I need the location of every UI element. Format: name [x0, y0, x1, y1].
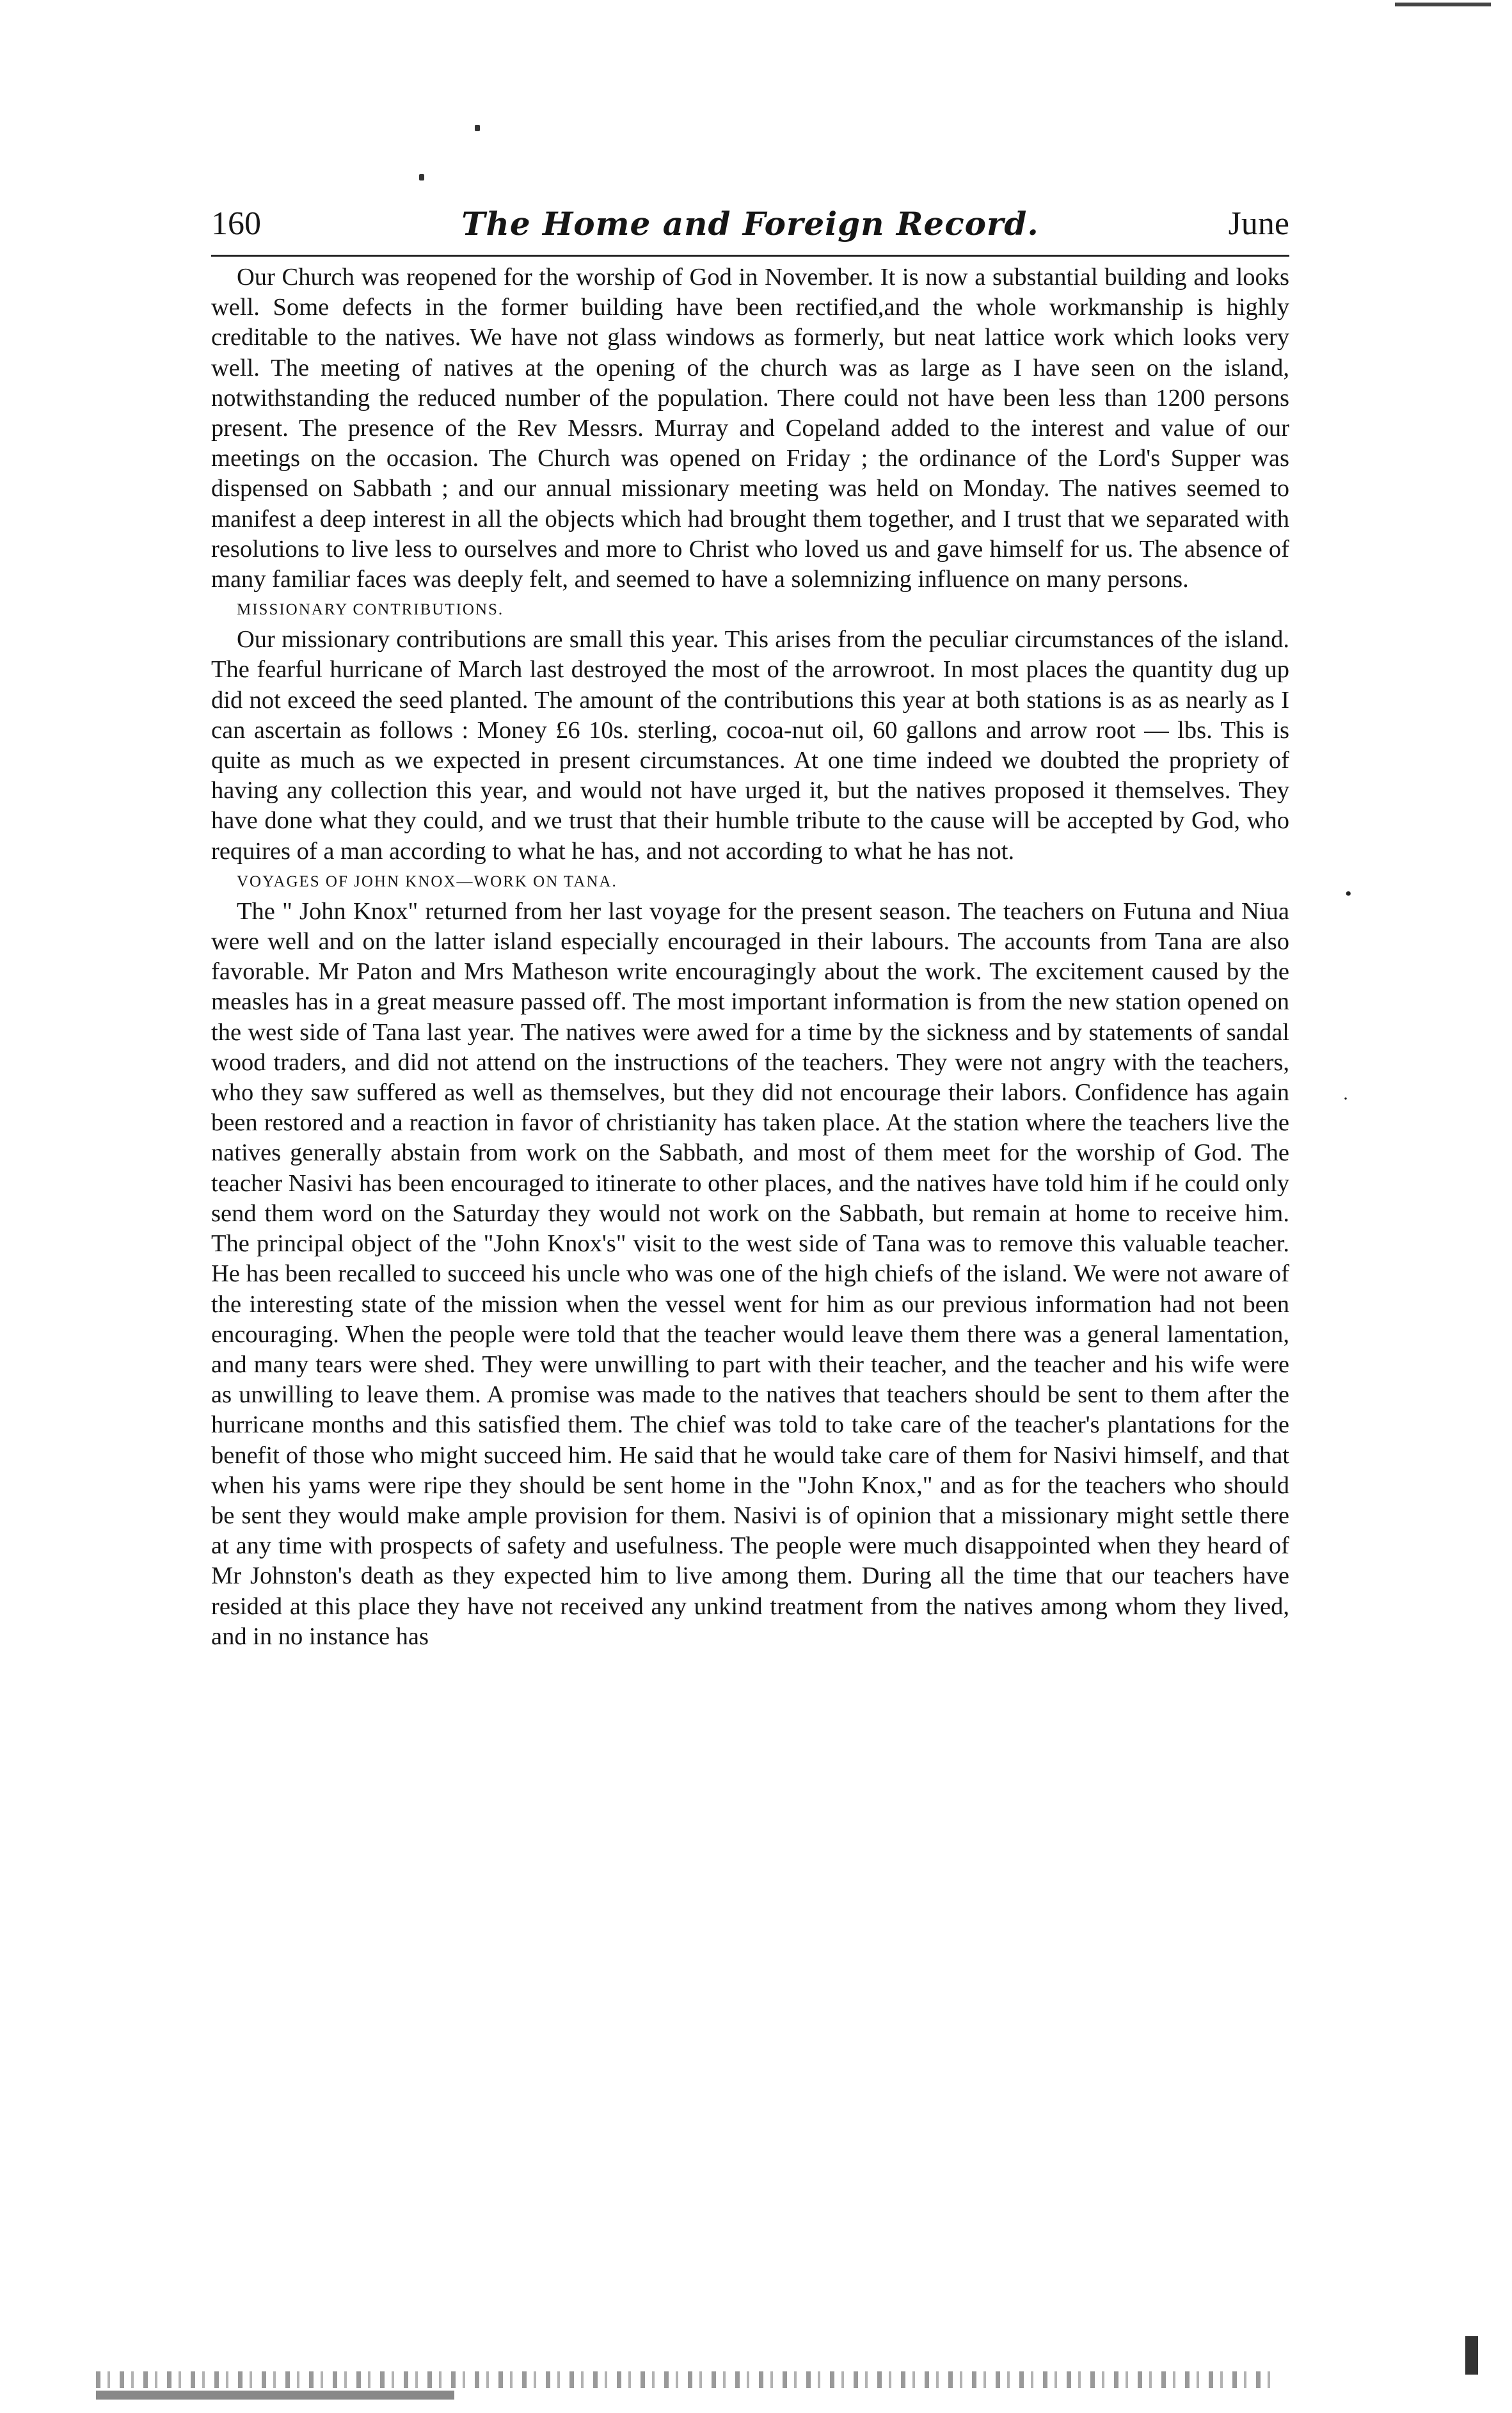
section-heading-voyages: VOYAGES OF JOHN KNOX—WORK ON TANA. — [237, 872, 617, 890]
scan-speck — [419, 174, 424, 180]
scan-edge-mark — [1465, 2336, 1478, 2375]
header-rule — [211, 255, 1289, 257]
scan-artifact-bottom — [96, 2371, 1273, 2388]
scan-artifact-top — [1395, 3, 1491, 6]
paragraph-voyages-john-knox: The " John Knox" returned from her last voyage for the present season. The teachers on Futuna and Niua were well and on the latter island especially encouraged in their labours. The accounts from Tana are also favorable. Mr Paton and Mrs Matheson write encouragingly about the work. The excitement caused by the measles has in a great measure passed off. The most important information is from the new station opened on the west side of Tana last year. The natives were awed for a time by the sickness and by statements of sandal wood traders, and did not attend on the instructions of the teachers. They were not angry with the teachers, who they saw suffered as well as themselves, but they did not encourage their labors. Confidence has again been restored and a reaction in favor of christianity has taken place. At the station where the teachers live the natives generally abstain from work on the Sabbath, and most of them meet for the worship of God. The teacher Nasivi has been encouraged to itinerate to other places, and the natives have told him if he could only send them word on the Saturday they would not work on the Sabbath, but remain at home to receive him. The principal object of the "John Knox's" visit to the west side of Tana was to remove this valuable teacher. He has been recalled to succeed his uncle who was one of the high chiefs of the island. We were not aware of the interesting state of the mission when the vessel went for him as our previous information had not been encouraging. When the people were told that the teacher would leave them there was a general lamentation, and many tears were shed. They were unwilling to part with their teacher, and the teacher and his wife were as unwilling to leave them. A promise was made to the natives that teachers should be sent to them after the hurricane months and this satisfied them. The chief was told to take care of the teacher's plantations for the benefit of those who might succeed him. He said that he would take care of them for Nasivi himself, and that when his yams were ripe they should be sent home in the "John Knox," and as for the teachers who should be sent they would make ample provision for them. Nasivi is of opinion that a missionary might settle there at any time with prospects of safety and usefulness. The people were much disappointed when they heard of Mr Johnston's death as they expected him to live among them. During all the time that our teachers have resided at this place they have not received any unkind treatment from the natives among whom they lived, and in no instance has — [211, 897, 1289, 1650]
issue-month: June — [1228, 205, 1289, 242]
section-heading-missionary-contributions: MISSIONARY CONTRIBUTIONS. — [237, 601, 504, 619]
article-body — [211, 262, 1289, 1652]
paragraph-church-reopened: Our Church was reopened for the worship of God in November. It is now a substantial building and looks well. Some defects in the former building have been rectified,and the whole workmanship is highly creditable to the natives. We have not glass windows as formerly, but neat lattice work which looks very well. The meeting of natives at the opening of the church was as large as I have seen on the island, notwithstanding the reduced number of the population. There could not have been less than 1200 persons present. The presence of the Rev Messrs. Murray and Copeland added to the interest and value of our meetings on the occasion. The Church was opened on Friday ; the ordinance of the Lord's Supper was dispensed on Sabbath ; and our annual missionary meeting was held on Monday. The natives seemed to manifest a deep interest in all the objects which had brought them together, and I trust that we separated with resolutions to live less to ourselves and more to Christ who loved us and gave himself for us. The absence of many familiar faces was deeply felt, and seemed to have a solemnizing influence on many persons. — [211, 264, 1289, 593]
scan-artifact-bottom-dark — [96, 2391, 454, 2400]
page-header — [211, 202, 1289, 246]
page-number: 160 — [211, 205, 261, 242]
running-title: The Home and Foreign Record. — [461, 205, 1039, 243]
margin-mark: • — [1345, 883, 1352, 904]
paragraph-missionary-contributions: Our missionary contributions are small this year. This arises from the peculiar circumstances of the island. The fearful hurricane of March last destroyed the most of the arrowroot. In most places the quantity dug up did not exceed the seed planted. The amount of the contributions this year at both stations is as as nearly as I can ascertain as follows : Money £6 10s. sterling, cocoa-nut oil, 60 gallons and arrow root — lbs. This is quite as much as we expected in present circumstances. At one time indeed we doubted the propriety of having any collection this year, and would not have urged it, but the natives proposed it themselves. They have done what they could, and we trust that their humble tribute to the cause will be accepted by God, who requires of a man according to what he has, and not according to what he has not. — [211, 626, 1289, 865]
margin-mark: · — [1342, 1088, 1349, 1109]
scan-speck — [475, 125, 480, 131]
